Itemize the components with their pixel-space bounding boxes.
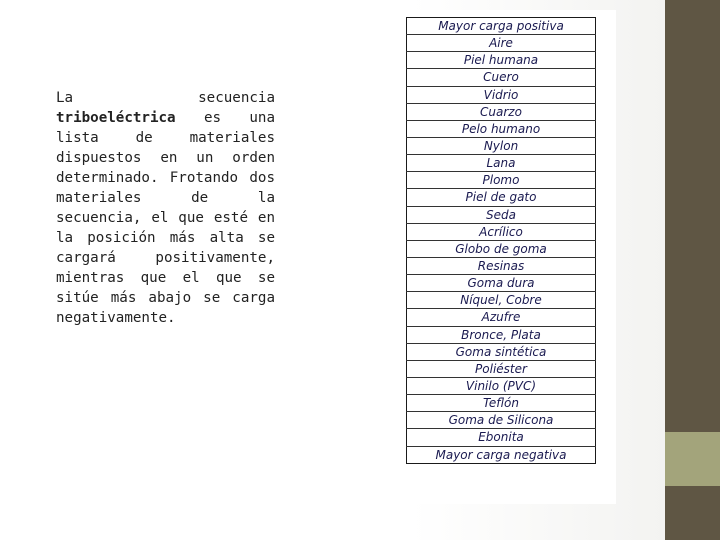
table-cell: Mayor carga negativa [435, 447, 567, 462]
table-row [407, 120, 596, 137]
table-row [407, 18, 596, 35]
table-cell: Azufre [407, 309, 596, 326]
table-row [407, 360, 596, 377]
table-cell: Aire [407, 35, 596, 52]
table-cell: Goma de Silicona [407, 412, 596, 429]
table-cell: Ebonita [407, 429, 596, 446]
table-body [407, 18, 596, 464]
table-cell: Goma sintética [407, 343, 596, 360]
table-row [407, 206, 596, 223]
table-cell: Nylon [407, 137, 596, 154]
table-cell: Bronce, Plata [407, 326, 596, 343]
table-cell: Vinilo (PVC) [407, 377, 596, 394]
table-row [407, 155, 596, 172]
paragraph-term: triboeléctrica [56, 110, 176, 126]
table-row [407, 35, 596, 52]
table-cell: Globo de goma [407, 240, 596, 257]
table-cell: Cuero [407, 69, 596, 86]
table-cell: Plomo [407, 172, 596, 189]
table-cell: Seda [407, 206, 596, 223]
table-row [407, 69, 596, 86]
table-row [407, 275, 596, 292]
table-row [407, 223, 596, 240]
table-row [407, 189, 596, 206]
description-paragraph [56, 88, 275, 328]
table-cell: Níquel, Cobre [407, 292, 596, 309]
table-cell: Mayor carga positiva [407, 18, 596, 35]
table-cell: Cuarzo [407, 103, 596, 120]
table-row [407, 377, 596, 394]
table-cell: Acrílico [407, 223, 596, 240]
table-cell: Teflón [407, 395, 596, 412]
table-cell: Pelo humano [407, 120, 596, 137]
table-cell: Piel de gato [407, 189, 596, 206]
table-row [407, 309, 596, 326]
table-row [407, 52, 596, 69]
table-cell: Piel humana [407, 52, 596, 69]
table-row [407, 446, 596, 463]
triboelectric-series-table [406, 17, 596, 464]
table-row [407, 429, 596, 446]
table-row [407, 257, 596, 274]
table-row [407, 172, 596, 189]
table-row [407, 137, 596, 154]
paragraph-intro: La secuencia [56, 90, 275, 106]
table-row [407, 86, 596, 103]
table-row [407, 103, 596, 120]
table-cell: Goma dura [407, 275, 596, 292]
table-cell: Vidrio [407, 86, 596, 103]
table-row [407, 412, 596, 429]
table-cell: Lana [407, 155, 596, 172]
side-band-accent [665, 432, 720, 486]
table-row [407, 343, 596, 360]
table-cell: Poliéster [407, 360, 596, 377]
table-row [407, 395, 596, 412]
table-row [407, 326, 596, 343]
table-row [407, 240, 596, 257]
table-cell: Resinas [407, 257, 596, 274]
paragraph-rest: es una lista de materiales dispuestos en un orden determinado. Frotando dos materiales de la secuencia, el que esté en la posición más alta se cargará positivamente, mientras que el que se sitúe más abajo se carga negativamente. [56, 110, 275, 326]
table-row [407, 292, 596, 309]
